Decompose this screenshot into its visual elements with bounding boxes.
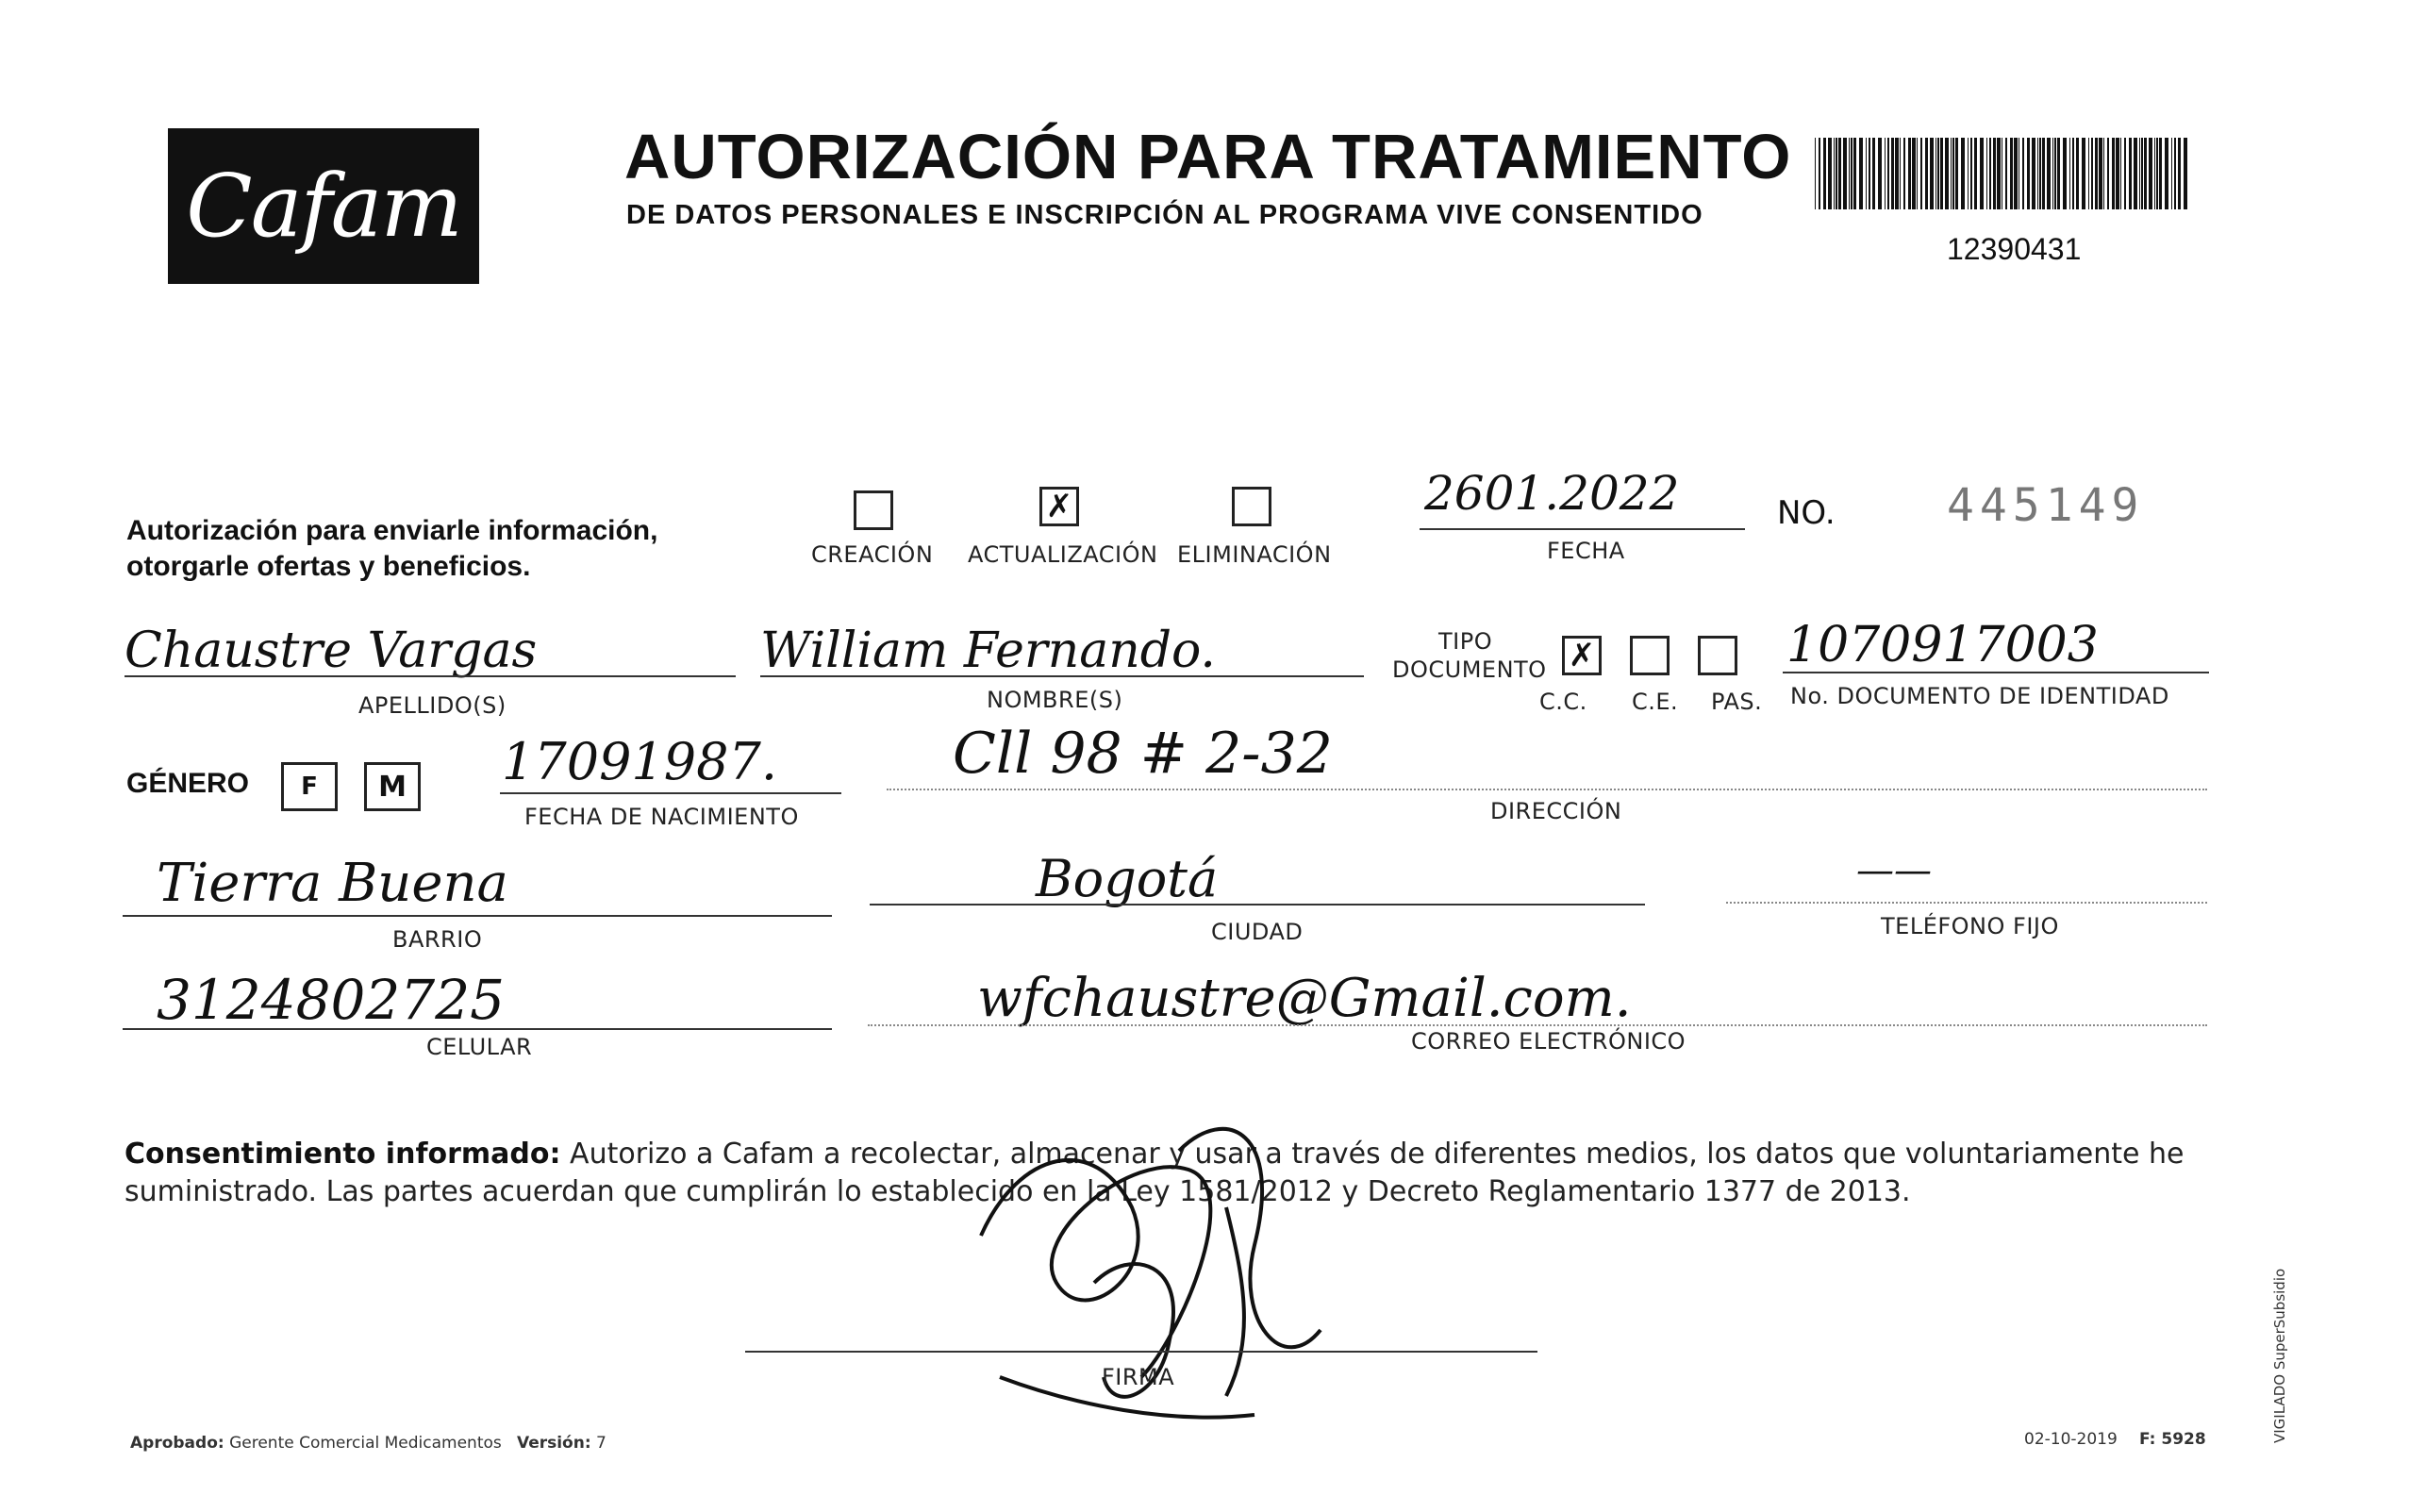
barcode-bar	[2174, 138, 2176, 209]
barcode-bar	[1997, 138, 2001, 209]
signature-image	[943, 1094, 1358, 1453]
barcode-bar	[1851, 138, 1852, 209]
barcode-bar	[1903, 138, 1905, 209]
barcode-bar	[2054, 138, 2056, 209]
barcode-bar	[2082, 138, 2085, 209]
authorization-label-line2: otorgarle ofertas y beneficios.	[126, 551, 531, 582]
surname-value: Chaustre Vargas	[125, 623, 538, 679]
barcode-bar	[2124, 138, 2126, 209]
signature-line	[745, 1351, 1537, 1353]
cc-label: C.C.	[1539, 689, 1587, 715]
barcode-bar	[2159, 138, 2162, 209]
barcode-bar	[1872, 138, 1875, 209]
barcode-bar	[1917, 138, 1918, 209]
mobile-label: CELULAR	[426, 1034, 533, 1060]
birth-date-label: FECHA DE NACIMIENTO	[524, 804, 799, 830]
phone-value: ——	[1856, 849, 1932, 892]
doc-number-underline	[1783, 672, 2209, 673]
city-value: Bogotá	[1036, 849, 1219, 908]
barcode-bar	[1930, 138, 1934, 209]
barcode-bar	[1970, 138, 1972, 209]
address-underline	[887, 789, 2207, 790]
authorization-label-line1: Autorización para enviarle información,	[126, 515, 658, 546]
ce-label: C.E.	[1632, 689, 1679, 715]
barcode-bar	[1819, 138, 1820, 209]
signature-label: FIRMA	[1102, 1364, 1175, 1390]
barcode-bar	[2139, 138, 2140, 209]
barcode-bar	[1834, 138, 1835, 209]
barcode-bar	[1838, 138, 1841, 209]
barcode-bar	[2107, 138, 2109, 209]
form-title: AUTORIZACIÓN PARA TRATAMIENTO	[624, 122, 1792, 192]
barcode-bar	[1937, 138, 1939, 209]
consent-text: Autorizo a Cafam a recolectar, almacenar y usar a través de diferentes medios, los datos que voluntariamente he suministrado. Las partes acuerdan que cumplirán lo establecido en la Ley 1581/2012 y Decreto Reglamentario 1377 de 2013.	[125, 1138, 2185, 1208]
phone-underline	[1726, 902, 2207, 904]
number-value: 445149	[1947, 479, 2145, 532]
barcode-bar	[2112, 138, 2115, 209]
barcode-bar	[2063, 138, 2067, 209]
supervision-vertical-text: VIGILADO SuperSubsidio	[2271, 1268, 2288, 1443]
barcode-bar	[2037, 138, 2038, 209]
pas-checkbox[interactable]	[1698, 636, 1737, 675]
barcode-bar	[1895, 138, 1899, 209]
neighborhood-value: Tierra Buena	[157, 853, 508, 914]
barcode-bar	[2134, 138, 2137, 209]
barcode-bar	[1989, 138, 1991, 209]
barcode-bar	[1866, 138, 1867, 209]
barcode-bar	[1900, 138, 1901, 209]
doc-type-label-1: TIPO	[1438, 628, 1493, 655]
barcode-bar	[2129, 138, 2132, 209]
city-label: CIUDAD	[1211, 919, 1304, 945]
barcode-bar	[2022, 138, 2024, 209]
gender-m-checkbox[interactable]	[364, 762, 421, 811]
barcode-bar	[1887, 138, 1889, 209]
barcode-bar	[2095, 138, 2098, 209]
barcode-bar	[1869, 138, 1870, 209]
address-label: DIRECCIÓN	[1490, 798, 1622, 824]
barcode-bar	[2032, 138, 2035, 209]
barcode-bar	[1843, 138, 1847, 209]
email-value: wfchaustre@Gmail.com.	[977, 968, 1632, 1029]
barcode-bar	[1912, 138, 1916, 209]
barcode-bar	[1823, 138, 1826, 209]
barcode-bar	[2156, 138, 2158, 209]
barcode-bar	[1920, 138, 1922, 209]
mobile-value: 3124802725	[157, 968, 506, 1032]
creacion-checkbox[interactable]	[854, 490, 893, 530]
barcode-bar	[1951, 138, 1952, 209]
barcode-bar	[2171, 138, 2172, 209]
barcode-bar	[1968, 138, 1969, 209]
barcode-bar	[1986, 138, 1987, 209]
barcode-bar	[2116, 138, 2119, 209]
barcode-bar	[2010, 138, 2013, 209]
eliminacion-label: ELIMINACIÓN	[1177, 541, 1332, 568]
barcode-bar	[1945, 138, 1949, 209]
cafam-logo	[168, 128, 479, 284]
mobile-underline	[123, 1028, 832, 1030]
gender-f-label: F	[301, 773, 318, 801]
authorization-label	[126, 513, 657, 585]
address-value: Cll 98 # 2-32	[953, 721, 1333, 787]
date-underline	[1420, 528, 1745, 530]
barcode-image	[1815, 138, 2192, 209]
barcode-bar	[2184, 138, 2187, 209]
birth-date-value: 17091987.	[502, 732, 778, 791]
barcode-bar	[2005, 138, 2007, 209]
barcode-bar	[1974, 138, 1977, 209]
doc-type-label-2: DOCUMENTO	[1392, 656, 1547, 683]
name-underline	[760, 675, 1364, 677]
barcode-bar	[1925, 138, 1928, 209]
footer-form-code: F: 5928	[2139, 1430, 2206, 1449]
date-value: 2601.2022	[1424, 466, 1680, 521]
doc-number-label: No. DOCUMENTO DE IDENTIDAD	[1790, 683, 2169, 709]
barcode-bar	[1952, 138, 1954, 209]
barcode-bar	[1955, 138, 1958, 209]
barcode-bar	[2072, 138, 2074, 209]
eliminacion-checkbox[interactable]	[1232, 487, 1271, 526]
barcode-bar	[2154, 138, 2155, 209]
footer-date: 02-10-2019	[2024, 1430, 2118, 1449]
barcode-bar	[2099, 138, 2102, 209]
ce-checkbox[interactable]	[1630, 636, 1670, 675]
actualizacion-checkbox[interactable]: ✗	[1039, 487, 1079, 526]
phone-label: TELÉFONO FIJO	[1881, 913, 2059, 939]
name-label: NOMBRE(S)	[987, 687, 1123, 713]
barcode-bar	[1885, 138, 1886, 209]
barcode-bar	[2144, 138, 2147, 209]
creacion-label: CREACIÓN	[811, 541, 934, 568]
approved-label: Aprobado:	[130, 1434, 224, 1453]
barcode-bar	[1993, 138, 1996, 209]
barcode-bar	[2069, 138, 2070, 209]
logo-text: Cafam	[186, 156, 461, 257]
barcode-bar	[2039, 138, 2041, 209]
neighborhood-label: BARRIO	[392, 926, 483, 953]
number-label: NO.	[1777, 494, 1836, 532]
birth-date-underline	[500, 792, 841, 794]
barcode-bar	[1836, 138, 1837, 209]
barcode-bar	[1940, 138, 1943, 209]
pas-label: PAS.	[1711, 689, 1763, 715]
barcode-bar	[2042, 138, 2045, 209]
surname-label: APELLIDO(S)	[358, 692, 507, 719]
barcode-bar	[2149, 138, 2152, 209]
form-subtitle: DE DATOS PERSONALES E INSCRIPCIÓN AL PROGRAMA VIVE CONSENTIDO	[626, 200, 1703, 230]
consent-heading: Consentimiento informado:	[125, 1138, 561, 1171]
barcode-bar	[2014, 138, 2018, 209]
barcode-bar	[1853, 138, 1856, 209]
barcode-bar	[2103, 138, 2104, 209]
email-label: CORREO ELECTRÓNICO	[1411, 1028, 1686, 1055]
barcode-bar	[2057, 138, 2060, 209]
actualizacion-label: ACTUALIZACIÓN	[968, 541, 1158, 568]
barcode-bar	[2088, 138, 2089, 209]
barcode-bar	[2178, 138, 2181, 209]
barcode-bar	[2027, 138, 2030, 209]
barcode-bar	[1859, 138, 1863, 209]
neighborhood-underline	[123, 915, 832, 917]
barcode-bar	[1849, 138, 1850, 209]
gender-label: GÉNERO	[126, 768, 250, 799]
version-label: Versión:	[516, 1434, 591, 1453]
serial-number: 12390431	[1947, 232, 2082, 266]
version-value: 7	[596, 1434, 606, 1453]
gender-m-label: M	[378, 770, 407, 804]
barcode-bar	[2091, 138, 2093, 209]
email-underline	[868, 1024, 2207, 1026]
barcode-bar	[2165, 138, 2168, 209]
footer-approved	[130, 1434, 606, 1453]
name-value: William Fernando.	[760, 623, 1216, 679]
barcode-bar	[1828, 138, 1832, 209]
gender-f-checkbox[interactable]	[281, 762, 338, 811]
barcode-bar	[1980, 138, 1984, 209]
surname-underline	[125, 675, 736, 677]
barcode-bar	[2120, 138, 2121, 209]
barcode-bar	[2141, 138, 2143, 209]
date-label: FECHA	[1547, 538, 1625, 564]
approved-value: Gerente Comercial Medicamentos	[229, 1434, 502, 1453]
barcode-bar	[1878, 138, 1882, 209]
barcode-bar	[2052, 138, 2053, 209]
barcode-bar	[2047, 138, 2051, 209]
barcode-bar	[1815, 138, 1816, 209]
barcode-bar	[2076, 138, 2079, 209]
doc-number-value: 1070917003	[1786, 617, 2099, 673]
city-underline	[870, 904, 1645, 906]
barcode-bar	[1908, 138, 1911, 209]
cc-checkbox[interactable]: ✗	[1562, 636, 1602, 675]
barcode-bar	[1961, 138, 1965, 209]
barcode-bar	[1891, 138, 1894, 209]
